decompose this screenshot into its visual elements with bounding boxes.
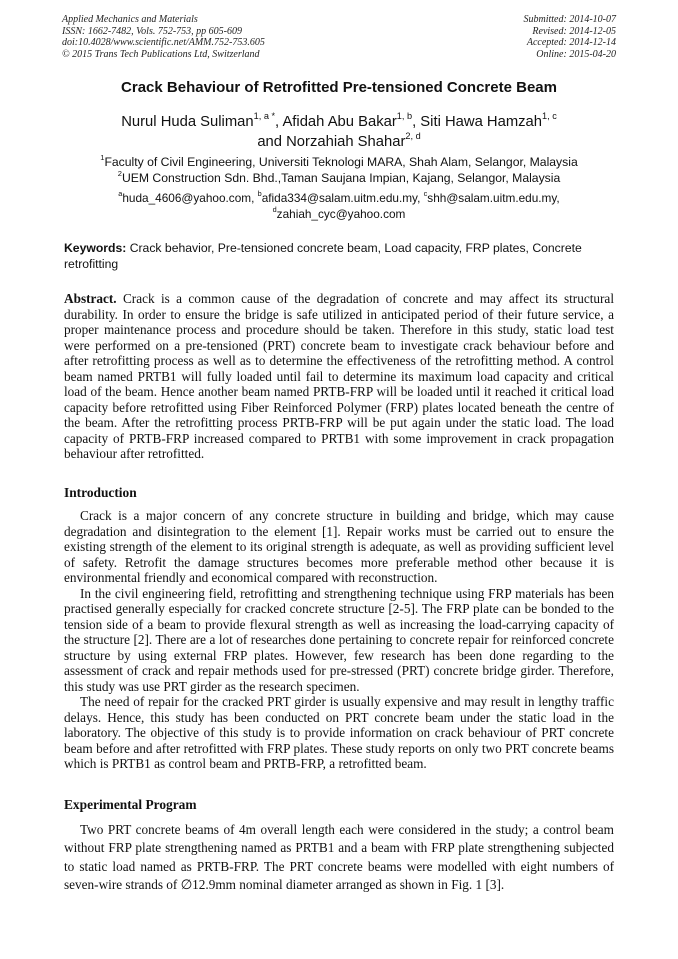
author-superscript: 1, a * [253, 111, 276, 122]
affiliation-1 [40, 154, 638, 170]
author-superscript: 2, d [405, 131, 421, 142]
email-superscript: a [118, 189, 123, 199]
email-address: shh@salam.uitm.edu.my, [427, 191, 560, 205]
accepted-date: Accepted: 2014-12-14 [526, 37, 616, 49]
affiliation-superscript: 2 [117, 169, 122, 179]
email-superscript: d [272, 204, 277, 214]
author-superscript: 1, b [396, 111, 413, 122]
email-address: zahiah_cyc@yahoo.com [276, 206, 406, 221]
email-superscript: c [423, 189, 428, 199]
email-superscript: b [257, 189, 262, 199]
paper-title: Crack Behaviour of Retrofitted Pre-tensioned Concrete Beam [121, 79, 557, 96]
keywords-label: Keywords: [64, 241, 127, 255]
introduction-heading: Introduction [64, 485, 137, 500]
author-list [40, 112, 638, 152]
affiliation-2 [40, 170, 638, 186]
experimental-section [64, 821, 614, 894]
affiliation-superscript: 1 [100, 153, 105, 163]
experimental-heading: Experimental Program [64, 797, 197, 812]
paragraph: Crack is a major concern of any concrete structure in building and bridge, which may cause degradation and disintegration to the element [1]. Repair works must be carried out to ensure the existing strength of the element to its original strength is adequate, as well as providing sufficient level of safety. Retrofit the damage structures becomes more preferable method other because it is environmental friendly and economical compared with reconstruction. [64, 508, 614, 585]
author-name: Siti Hawa Hamzah [420, 114, 543, 130]
submitted-date: Submitted: 2014-10-07 [523, 14, 616, 25]
author-superscript: 1, c [542, 111, 557, 122]
paragraph: Two PRT concrete beams of 4m overall length each were considered in the study; a control beam without FRP plate strengthening named as PRTB1 and a beam with FRP plate strengthening subjected to static load named as PRTB-FRP. The PRT concrete beams were modelled with eight numbers of seven-wire strands of ∅12.9mm nominal diameter arranged as shown in Fig. 1 [3]. [64, 822, 614, 892]
abstract-text: Crack is a common cause of the degradation of concrete and may affect its structural durability. In order to ensure the bridge is safe utilized in anticipated period of their future service, a proper maintenance process and procedure should be taken. Therefore in this study, static load test were performed on a pre-tensioned (PRT) concrete beam to investigate crack behaviour before and after retrofitting process as well as to determine the effectiveness of the retrofitting method. A control beam named PRTB1 will fully loaded until fail to determine its maximum load capacity and critical load of the beam. Hence another beam named PRTB-FRP will be loaded until it reached it critical load capacity before retrofitted using Fiber Reinforced Polymer (FRP) plates located beneath the centre of the beam. After the retrofitting process PRTB-FRP will be put again under the static load. The load capacity of PRTB-FRP increased compared to PRTB1 with some improvement in crack propagation behaviour after retrofitted. [64, 291, 614, 461]
affiliation-text: Faculty of Civil Engineering, Universiti Teknologi MARA, Shah Alam, Selangor, Malaysia [104, 155, 578, 169]
keywords [64, 240, 614, 273]
email-address: afida334@salam.uitm.edu.my, [261, 191, 424, 205]
paragraph: In the civil engineering field, retrofitting and strengthening technique using FRP materials has been practised generally especially for cracked concrete structure [2-5]. The FRP plate can be bonded to the tension side of a beam to provide flexural strength as well as increasing the load-carrying capacity of the structure [2]. There are a lot of researches done pertaining to concrete repair for reinforced concrete structure by using external FRP plates. However, few research has been done regarding to the assessment of crack and repair methods used for pre-stressed (PRT) concrete bridge girder. Therefore, this study was use PRT girder as the research specimen. [64, 585, 614, 694]
abstract-label: Abstract. [64, 291, 117, 306]
revised-date: Revised: 2014-12-05 [532, 25, 616, 37]
keywords-text: Crack behavior, Pre-tensioned concrete beam, Load capacity, FRP plates, Concrete retrofitting [64, 241, 582, 272]
author-emails [40, 191, 638, 222]
abstract [64, 291, 614, 462]
doi: doi:10.4028/www.scientific.net/AMM.752-753.605 [62, 37, 265, 49]
issn: ISSN: 1662-7482, Vols. 752-753, pp 605-609 [62, 25, 242, 37]
author-name: Nurul Huda Suliman [121, 114, 254, 130]
introduction-section [64, 508, 614, 772]
copyright: © 2015 Trans Tech Publications Ltd, Switzerland [62, 48, 260, 60]
affiliation-text: UEM Construction Sdn. Bhd.,Taman Saujana Impian, Kajang, Selangor, Malaysia [121, 171, 561, 186]
author-separator: , [275, 114, 283, 130]
journal-info [62, 14, 265, 60]
affiliations [40, 154, 638, 186]
author-conjunction: and [257, 134, 287, 150]
email-address: huda_4606@yahoo.com, [122, 191, 258, 205]
author-name: Afidah Abu Bakar [282, 114, 397, 130]
author-name: Norzahiah Shahar [286, 134, 406, 150]
online-date: Online: 2015-04-20 [536, 48, 616, 60]
author-separator: , [412, 114, 421, 130]
publication-dates [524, 14, 617, 60]
paragraph: The need of repair for the cracked PRT girder is usually expensive and may result in lengthy traffic delays. Hence, this study has been conducted on PRT concrete beam under the static load in the laboratory. The objective of this study is to provide information on crack behaviour of PRT concrete beam before and after retrofitted with FRP plates. These study reports on only two PRT concrete beams which is PRTB1 as control beam and PRTB-FRP, a retrofitted beam. [64, 694, 614, 771]
journal-name: Applied Mechanics and Materials [62, 14, 198, 25]
